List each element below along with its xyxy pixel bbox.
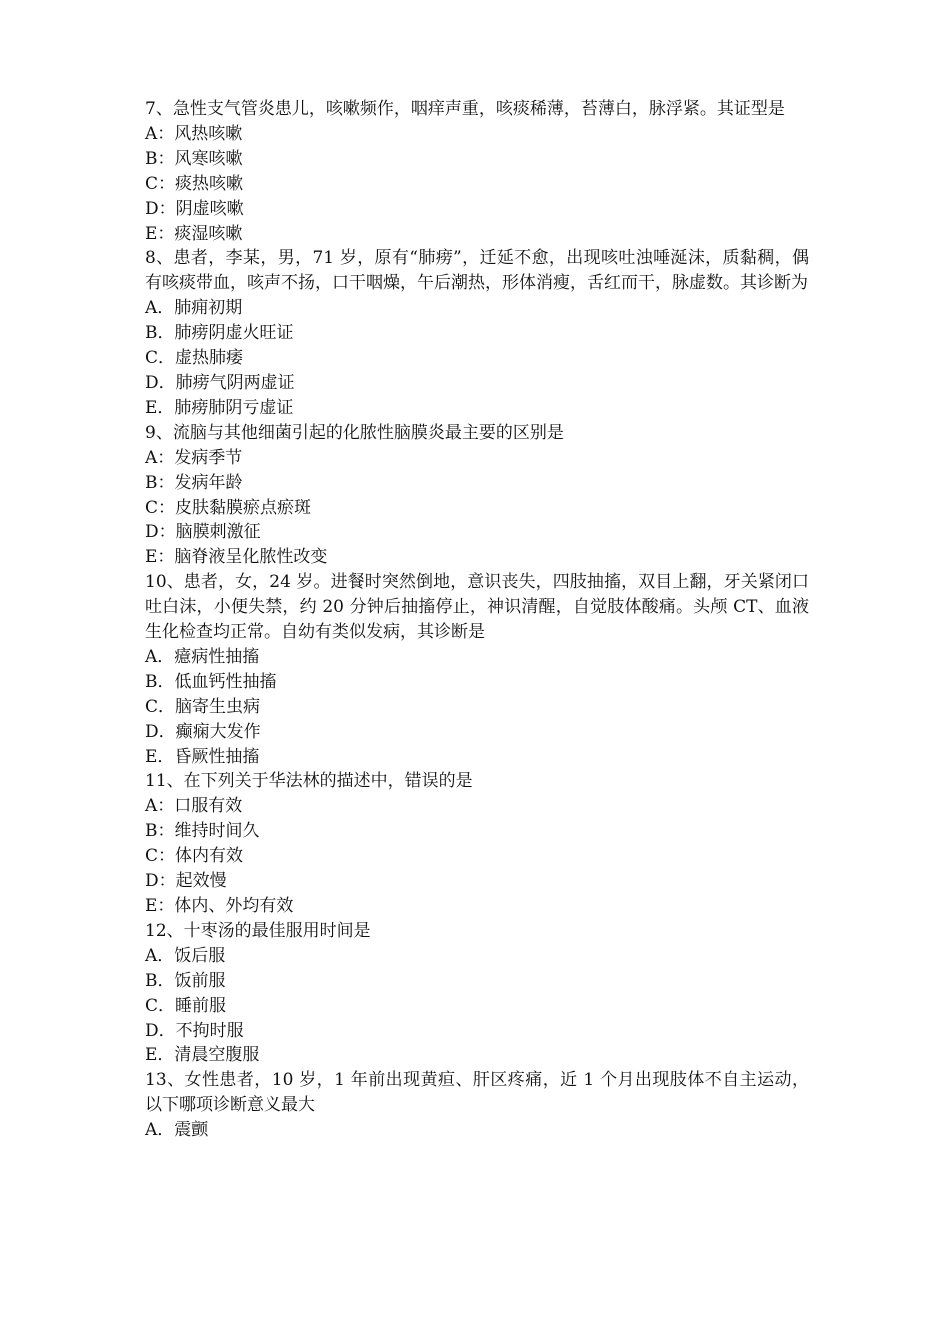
question-11 — [145, 769, 809, 918]
question-9 — [145, 421, 809, 570]
option-c: C．脑寄生虫病 — [145, 696, 261, 717]
question-stem: 13、女性患者，10 岁，1 年前出现黄疸、肝区疼痛，近 1 个月出现肢体不自主运动，以下哪项诊断意义最大 — [145, 1070, 809, 1116]
option-list — [145, 446, 809, 571]
option-d: D．肺痨气阴两虚证 — [145, 372, 295, 393]
option-d: D．癫痫大发作 — [145, 721, 261, 742]
option-d: D：脑膜刺激征 — [145, 522, 261, 543]
option-e: E：脑脊液呈化脓性改变 — [145, 547, 328, 568]
option-d: D：起效慢 — [145, 871, 227, 892]
option-a: A：口服有效 — [145, 796, 243, 817]
question-stem: 10、患者，女，24 岁。进餐时突然倒地，意识丧失，四肢抽搐，双目上翻，牙关紧闭口吐白沫，小便失禁，约 20 分钟后抽搐停止，神识清醒，自觉肢体酸痛。头颅 CT、血液生化检查均正常。自幼有类似发病，其诊断是 — [145, 572, 809, 643]
question-stem: 8、患者，李某，男，71 岁，原有“肺痨”，迁延不愈，出现咳吐浊唾涎沫，质黏稠，偶有咳痰带血，咳声不扬，口干咽燥，午后潮热，形体消瘦，舌红而干，脉虚数。其诊断为 — [145, 248, 809, 294]
option-a: A：风热咳嗽 — [145, 123, 243, 144]
question-12 — [145, 919, 809, 1068]
option-list — [145, 122, 809, 247]
question-stem: 12、十枣汤的最佳服用时间是 — [145, 920, 371, 941]
option-c: C．睡前服 — [145, 995, 227, 1016]
option-e: E：体内、外均有效 — [145, 896, 294, 916]
option-b: B：维持时间久 — [145, 821, 260, 842]
option-e: E．肺痨肺阴亏虚证 — [145, 397, 294, 418]
document-page — [145, 97, 809, 1143]
option-a: A．癔病性抽搐 — [145, 646, 260, 667]
option-list — [145, 296, 809, 421]
option-b: B．饭前服 — [145, 970, 226, 991]
question-stem: 9、流脑与其他细菌引起的化脓性脑膜炎最主要的区别是 — [145, 422, 564, 443]
question-10 — [145, 570, 809, 769]
option-c: C：痰热咳嗽 — [145, 173, 244, 194]
option-b: B：风寒咳嗽 — [145, 148, 243, 169]
option-e: E：痰湿咳嗽 — [145, 223, 243, 244]
option-c: C：体内有效 — [145, 846, 244, 867]
option-e: E．昏厥性抽搐 — [145, 746, 260, 767]
option-a: A：发病季节 — [145, 447, 243, 468]
option-list — [145, 1118, 809, 1143]
option-b: B：发病年龄 — [145, 472, 243, 493]
question-stem: 7、急性支气管炎患儿，咳嗽频作，咽痒声重，咳痰稀薄，苔薄白，脉浮紧。其证型是 — [145, 99, 785, 119]
option-a: A．饭后服 — [145, 945, 226, 966]
option-d: D．不拘时服 — [145, 1020, 244, 1041]
option-list — [145, 794, 809, 919]
option-d: D：阴虚咳嗽 — [145, 198, 244, 219]
option-c: C：皮肤黏膜瘀点瘀斑 — [145, 497, 312, 518]
option-list — [145, 944, 809, 1069]
option-a: A．肺痈初期 — [145, 298, 243, 319]
question-stem: 11、在下列关于华法林的描述中，错误的是 — [145, 771, 473, 792]
option-e: E．清晨空腹服 — [145, 1045, 260, 1066]
option-c: C．虚热肺痿 — [145, 348, 244, 369]
question-7 — [145, 97, 809, 246]
question-13 — [145, 1068, 809, 1143]
option-list — [145, 645, 809, 770]
option-b: B．低血钙性抽搐 — [145, 671, 277, 692]
option-a: A．震颤 — [145, 1120, 209, 1141]
option-b: B．肺痨阴虚火旺证 — [145, 323, 294, 344]
question-8 — [145, 246, 809, 420]
